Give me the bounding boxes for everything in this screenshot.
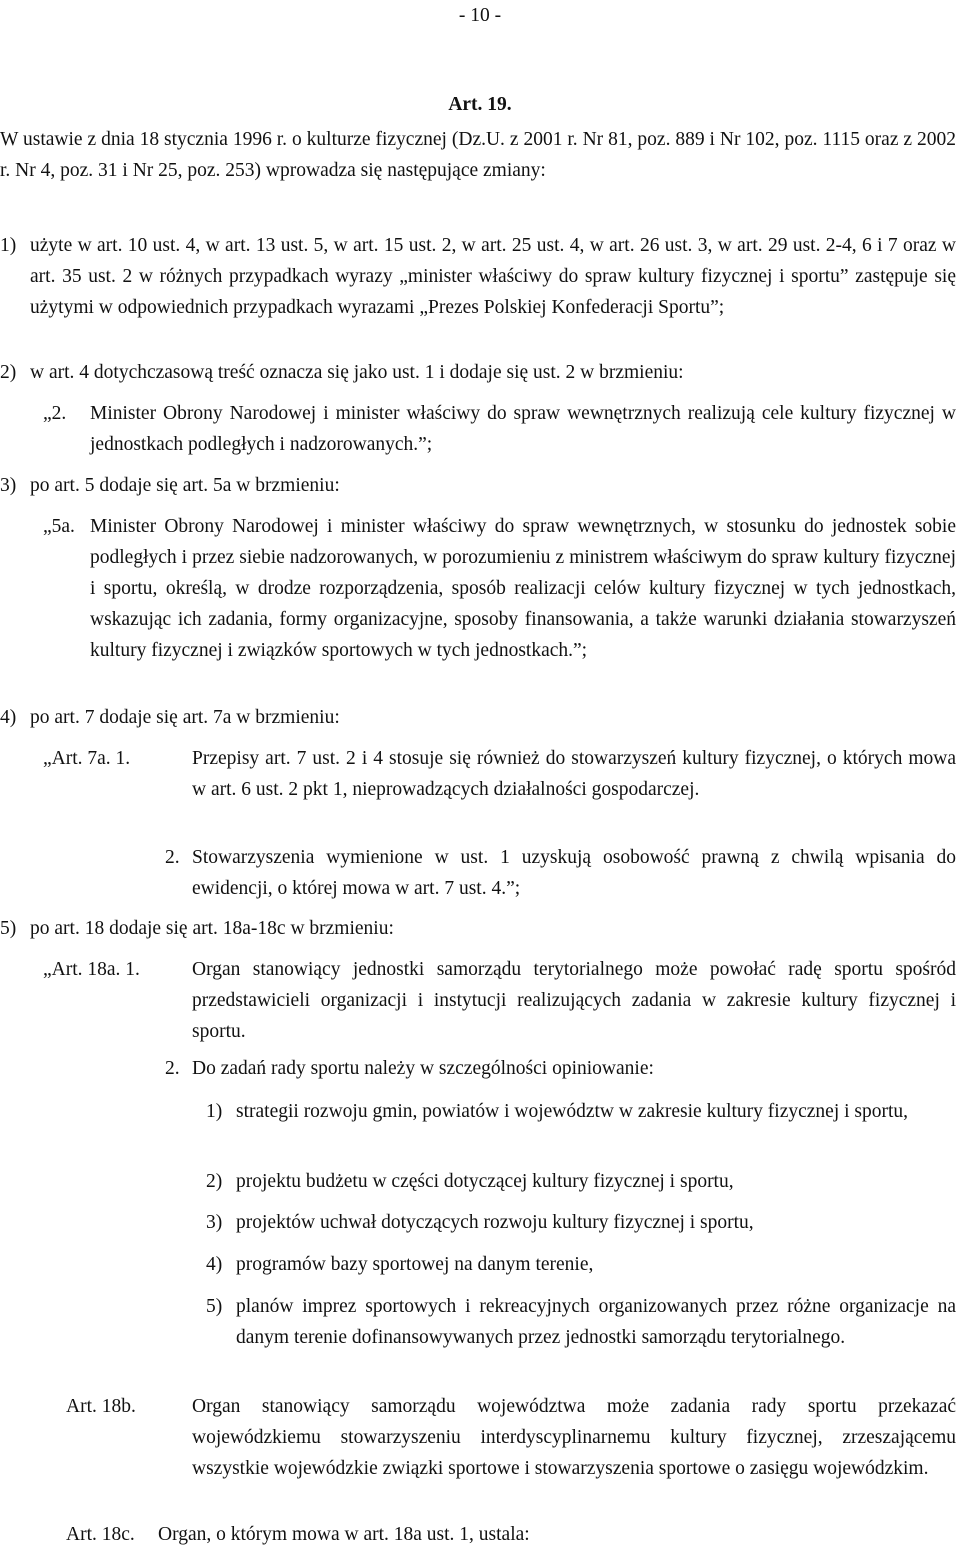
point-number: 1)	[206, 1101, 223, 1122]
quoted-number: „5a.	[43, 516, 75, 537]
quoted-number: „Art. 18a. 1.	[43, 959, 140, 980]
change-text: użyte w art. 10 ust. 4, w art. 13 ust. 5, w art. 15 ust. 2, w art. 25 ust. 4, w art. 26 ust. 3, w art. 29 ust. 2-4, 6 i 7 oraz w art. 35 ust. 2 w różnych przypadkach wyrazy „minister właściwy do spraw kultury fizycznej i sportu” zastępuje się użytymi w odpowiednich przypadkach wyrazami „Prezes Polskiej Konfederacji Sportu”;	[30, 235, 956, 318]
point-number: 3)	[206, 1212, 223, 1233]
quoted-text: Organ, o którym mowa w art. 18a ust. 1, ustala:	[158, 1524, 530, 1545]
quoted-number: Art. 18b.	[66, 1396, 136, 1417]
quoted-text: Przepisy art. 7 ust. 2 i 4 stosuje się również do stowarzyszeń kultury fizycznej, o których mowa w art. 6 ust. 2 pkt 1, nieprowadzących działalności gospodarczej.	[192, 748, 956, 800]
point-text: strategii rozwoju gmin, powiatów i województw w zakresie kultury fizycznej i sportu,	[236, 1101, 909, 1122]
article-heading: Art. 19.	[448, 94, 512, 115]
quoted-number: Art. 18c.	[66, 1524, 135, 1545]
page-number: - 10 -	[458, 5, 502, 26]
quoted-text: Stowarzyszenia wymienione w ust. 1 uzyskują osobowość prawną z chwilą wpisania do ewidencji, o której mowa w art. 7 ust. 4.”;	[192, 847, 956, 899]
quoted-number: 2.	[165, 1058, 180, 1079]
change-number: 4)	[0, 707, 17, 728]
point-text: projektu budżetu w części dotyczącej kultury fizycznej i sportu,	[236, 1171, 734, 1192]
change-text: po art. 7 dodaje się art. 7a w brzmieniu:	[30, 707, 340, 728]
quoted-text: Minister Obrony Narodowej i minister właściwy do spraw wewnętrznych realizują cele kultury fizycznej w jednostkach podległych i nadzorowanych.”;	[90, 403, 956, 455]
point-text: planów imprez sportowych i rekreacyjnych organizowanych przez różne organizacje na danym terenie dofinansowywanych przez jednostki samorządu terytorialnego.	[236, 1296, 956, 1348]
change-number: 5)	[0, 918, 17, 939]
quoted-text: Organ stanowiący samorządu województwa może zadania rady sportu przekazać wojewódzkiemu stowarzyszeniu interdyscyplinarnemu kultury fizycznej, zrzeszającemu wszystkie wojewódzkie związki sportowe i stowarzyszenia sportowe o zasięgu wojewódzkim.	[192, 1396, 956, 1479]
change-number: 3)	[0, 475, 17, 496]
quoted-number: 2.	[165, 847, 180, 868]
quoted-text: Organ stanowiący jednostki samorządu terytorialnego może powołać radę sportu spośród przedstawicieli organizacji i instytucji realizujących zadania w zakresie kultury fizycznej i sportu.	[192, 959, 956, 1042]
intro-paragraph: W ustawie z dnia 18 stycznia 1996 r. o kulturze fizycznej (Dz.U. z 2001 r. Nr 81, poz. 889 i Nr 102, poz. 1115 oraz z 2002 r. Nr 4, poz. 31 i Nr 25, poz. 253) wprowadza się następujące zmiany:	[0, 129, 956, 181]
point-text: programów bazy sportowej na danym terenie,	[236, 1254, 594, 1275]
quoted-number: „2.	[43, 403, 67, 424]
point-number: 5)	[206, 1296, 223, 1317]
change-number: 2)	[0, 362, 17, 383]
quoted-number: „Art. 7a. 1.	[43, 748, 131, 769]
change-text: po art. 5 dodaje się art. 5a w brzmieniu:	[30, 475, 340, 496]
change-text: po art. 18 dodaje się art. 18a-18c w brzmieniu:	[30, 918, 394, 939]
point-number: 2)	[206, 1171, 223, 1192]
change-text: w art. 4 dotychczasową treść oznacza się jako ust. 1 i dodaje się ust. 2 w brzmieniu:	[30, 362, 684, 383]
point-text: projektów uchwał dotyczących rozwoju kultury fizycznej i sportu,	[236, 1212, 754, 1233]
change-number: 1)	[0, 235, 17, 256]
quoted-text: Minister Obrony Narodowej i minister właściwy do spraw wewnętrznych, w stosunku do jednostek sobie podległych i przez siebie nadzorowanych, w porozumieniu z ministrem właściwym do spraw kultury fizycznej i sportu, określą, w drodze rozporządzenia, sposób realizacji celów kultury fizycznej w tych jednostkach, wskazując ich zadania, formy organizacyjne, sposoby finansowania, a także warunki działania stowarzyszeń kultury fizycznej i związków sportowych w tych jednostkach.”;	[90, 516, 956, 661]
point-number: 4)	[206, 1254, 223, 1275]
quoted-text: Do zadań rady sportu należy w szczególności opiniowanie:	[192, 1058, 654, 1079]
